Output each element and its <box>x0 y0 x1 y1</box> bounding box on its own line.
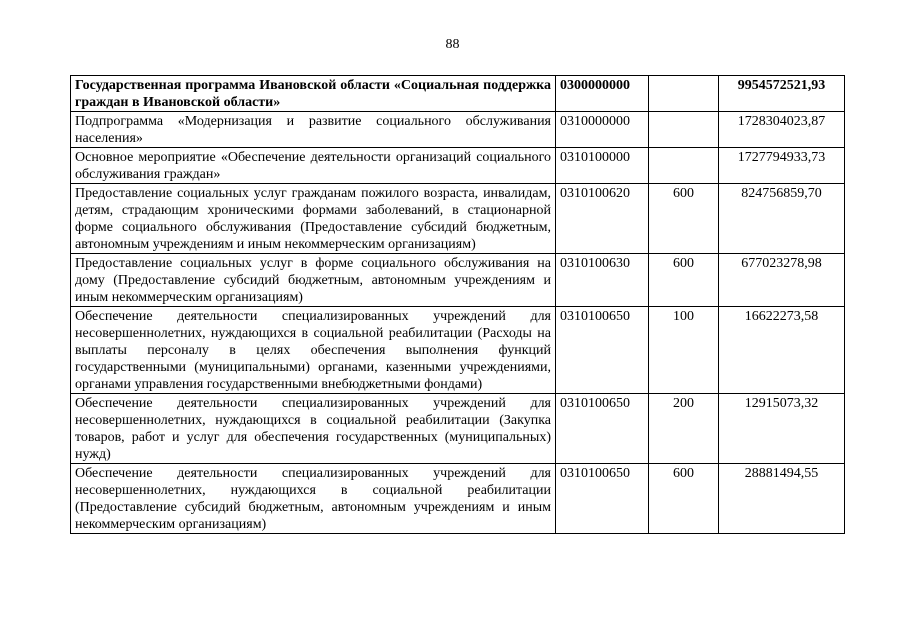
row-expense-type: 200 <box>649 394 719 464</box>
row-name: Подпрограмма «Модернизация и развитие социального обслуживания населения» <box>71 112 556 148</box>
row-name: Обеспечение деятельности специализированных учреждений для несовершеннолетних, нуждающихся в социальной реабилитации (Предоставление субсидий бюджетным, автономным учреждениям и иным некоммерческим организациям) <box>71 464 556 534</box>
table-row <box>71 112 845 148</box>
page-number: 88 <box>445 37 460 52</box>
row-name: Государственная программа Ивановской области «Социальная поддержка граждан в Ивановской области» <box>71 76 556 112</box>
row-expense-type <box>649 148 719 184</box>
row-amount: 9954572521,93 <box>719 76 845 112</box>
row-amount: 1727794933,73 <box>719 148 845 184</box>
row-name: Предоставление социальных услуг в форме социального обслуживания на дому (Предоставление субсидий бюджетным, автономным учреждениям и иным некоммерческим организациям) <box>71 254 556 307</box>
row-code: 0310100620 <box>556 184 649 254</box>
table-row <box>71 394 845 464</box>
row-name: Обеспечение деятельности специализированных учреждений для несовершеннолетних, нуждающихся в социальной реабилитации (Закупка товаров, работ и услуг для обеспечения государственных (муниципальных) нужд) <box>71 394 556 464</box>
row-code: 0310100650 <box>556 464 649 534</box>
row-name: Обеспечение деятельности специализированных учреждений для несовершеннолетних, нуждающихся в социальной реабилитации (Расходы на выплаты персоналу в целях обеспечения выполнения функций государственными (муниципальными) органами, казенными учреждениями, органами управления государственными внебюджетными фондами) <box>71 307 556 394</box>
row-code: 0310100630 <box>556 254 649 307</box>
row-amount: 677023278,98 <box>719 254 845 307</box>
row-expense-type: 100 <box>649 307 719 394</box>
table-row <box>71 184 845 254</box>
table-row <box>71 254 845 307</box>
row-name: Основное мероприятие «Обеспечение деятельности организаций социального обслуживания граждан» <box>71 148 556 184</box>
budget-table <box>70 75 845 534</box>
row-amount: 16622273,58 <box>719 307 845 394</box>
row-amount: 1728304023,87 <box>719 112 845 148</box>
row-amount: 28881494,55 <box>719 464 845 534</box>
row-code: 0310000000 <box>556 112 649 148</box>
table-row <box>71 148 845 184</box>
row-expense-type: 600 <box>649 184 719 254</box>
row-code: 0310100650 <box>556 394 649 464</box>
row-code: 0310100650 <box>556 307 649 394</box>
row-expense-type: 600 <box>649 254 719 307</box>
row-code: 0300000000 <box>556 76 649 112</box>
row-amount: 824756859,70 <box>719 184 845 254</box>
row-expense-type <box>649 76 719 112</box>
row-code: 0310100000 <box>556 148 649 184</box>
table-row <box>71 464 845 534</box>
table-row <box>71 307 845 394</box>
row-expense-type <box>649 112 719 148</box>
row-name: Предоставление социальных услуг гражданам пожилого возраста, инвалидам, детям, страдающим хроническими формами заболеваний, в стационарной форме социального обслуживания (Предоставление субсидий бюджетным, автономным учреждениям и иным некоммерческим организациям) <box>71 184 556 254</box>
row-amount: 12915073,32 <box>719 394 845 464</box>
table-row <box>71 76 845 112</box>
row-expense-type: 600 <box>649 464 719 534</box>
